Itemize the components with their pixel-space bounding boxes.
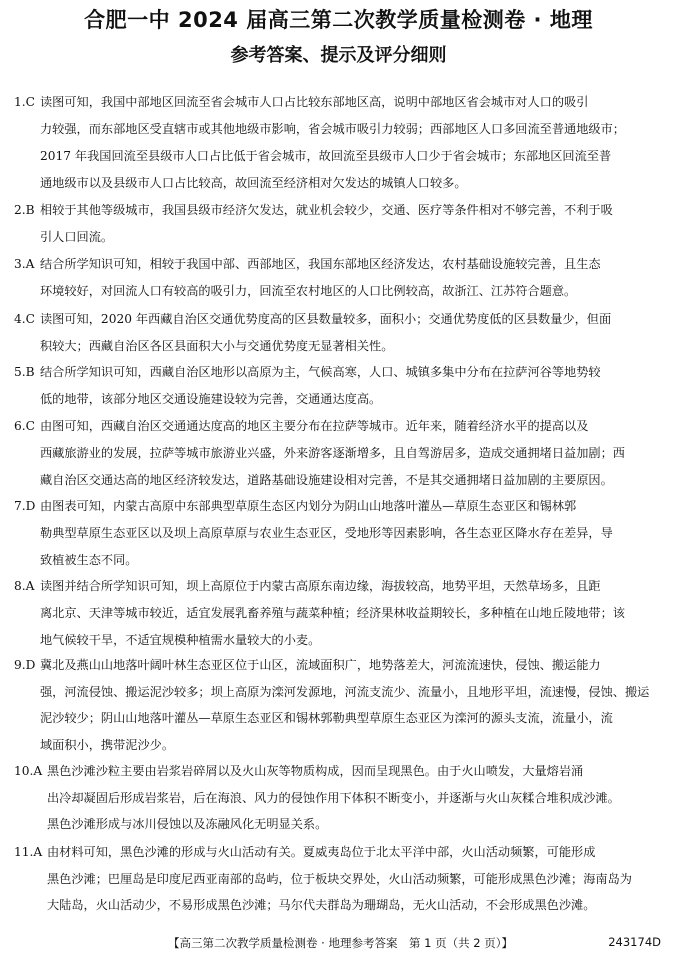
- answer-text: 黑色沙滩沙粒主要由岩浆岩碎屑以及火山灰等物质构成，因而呈现黑色。由于火山喷发，大量熔岩涌: [47, 764, 584, 778]
- answer-number: 3.A: [14, 257, 35, 271]
- answer-number: 7.D: [14, 499, 36, 513]
- answer-text: 读图可知，我国中部地区回流至省会城市人口占比较东部地区高，说明中部地区省会城市对人口的吸引: [40, 95, 589, 109]
- answer-text: 由图表可知，内蒙古高原中东部典型草原生态区内划分为阴山山地落叶灌丛—草原生态亚区和锡林郭: [40, 499, 577, 513]
- answer-text-line: [47, 791, 620, 805]
- answer-text: 读图可知，2020 年西藏自治区交通优势度高的区县数量较多，面积小；交通优势度低的区县数量少，但面: [40, 312, 612, 326]
- answer-first-line: [14, 499, 576, 513]
- answer-first-line: [14, 419, 588, 433]
- answer-text: 藏自治区交通达高的地区经济较发达，道路基础设施建设相对完善，不是其交通拥堵日益加剧的主要原因。: [40, 473, 613, 487]
- answer-text: 引人口回流。: [40, 230, 114, 244]
- document-subtitle: 参考答案、提示及评分细则: [230, 45, 447, 66]
- answer-text: 地气候较干旱，不适宜规模种植需水量较大的小麦。: [40, 633, 321, 647]
- answer-text-line: [40, 284, 576, 298]
- answer-text: 黑色沙滩；巴厘岛是印度尼西亚南部的岛屿，位于板块交界处，火山活动频繁，可能形成黑色沙滩；海南岛为: [47, 871, 632, 886]
- answer-text: 通地级市以及县级市人口占比较高，故回流至经济相对欠发达的城镇人口较多。: [40, 176, 467, 190]
- answer-first-line: [14, 257, 601, 271]
- answer-text: 冀北及燕山山地落叶阔叶林生态亚区位于山区，流域面积广，地势落差大，河流流速快，侵蚀、搬运能力: [40, 658, 601, 672]
- answer-text-line: [40, 392, 381, 406]
- answer-number: 5.B: [14, 365, 35, 379]
- answer-text-line: [40, 738, 174, 752]
- answer-text: 读图并结合所学知识可知，坝上高原位于内蒙古高原东南边缘，海拔较高，地势平坦，天然草场多，且距: [40, 579, 601, 593]
- answer-text-line: [40, 446, 625, 460]
- answer-first-line: [14, 845, 595, 859]
- answer-text: 环境较好，对回流人口有较高的吸引力，回流至农村地区的人口比例较高，故浙江、江苏符合题意。: [40, 284, 577, 298]
- answer-text: 黑色沙滩形成与冰川侵蚀以及冻融风化无明显关系。: [47, 817, 328, 831]
- answer-text: 勒典型草原生态亚区以及坝上高原草原与农业生态亚区，受地形等因素影响，各生态亚区降水存在差异，导: [40, 526, 613, 540]
- answer-number: 9.D: [14, 658, 36, 672]
- answer-text-line: [40, 176, 467, 190]
- answer-text: 结合所学知识可知，西藏自治区地形以高原为主，气候高寒，人口、城镇多集中分布在拉萨河谷等地势较: [40, 365, 601, 379]
- answer-first-line: [14, 312, 611, 326]
- answer-first-line: [14, 579, 601, 593]
- answer-text: 2017 年我国回流至县级市人口占比低于省会城市，故回流至县级市人口少于省会城市；东部地区回流至普: [40, 149, 612, 163]
- answer-text: 西藏旅游业的发展，拉萨等城市旅游业兴盛，外来游客逐渐增多，且自驾游居多，造成交通拥堵日益加剧；西: [40, 446, 625, 460]
- answer-text-line: [47, 898, 595, 912]
- answer-first-line: [14, 764, 583, 778]
- answer-text: 积较大；西藏自治区各区县面积大小与交通优势度无显著相关性。: [40, 339, 394, 353]
- answer-text-line: [40, 473, 613, 487]
- answer-text-line: [40, 526, 613, 540]
- answer-text-line: [40, 553, 138, 567]
- answer-text-line: [40, 685, 649, 699]
- document-title: 合肥一中 2024 届高三第二次教学质量检测卷 · 地理: [84, 8, 593, 32]
- answer-text: 相较于其他等级城市，我国县级市经济欠发达，就业机会较少，交通、医疗等条件相对不够完善，不利于吸: [40, 203, 613, 217]
- answer-text: 由图可知，西藏自治区交通通达度高的地区主要分布在拉萨等城市。近年来，随着经济水平的提高以及: [40, 419, 589, 433]
- answer-first-line: [14, 203, 613, 217]
- answer-number: 4.C: [14, 312, 35, 326]
- answer-number: 11.A: [14, 845, 43, 859]
- answer-text: 力较强，而东部地区受直辖市或其他地级市影响，省会城市吸引力较弱；西部地区人口多回流至普通地级市；: [40, 122, 625, 136]
- answer-text: 强，河流侵蚀、搬运泥沙较多；坝上高原为滦河发源地，河流支流少、流量小，且地形平坦，流速慢，侵蚀、搬运: [40, 684, 650, 699]
- answer-text-line: [40, 633, 320, 647]
- answer-text-line: [40, 122, 625, 136]
- answer-text: 离北京、天津等城市较近，适宜发展乳畜养殖与蔬菜种植；经济果林收益期较长，多种植在山地丘陵地带；该: [40, 606, 625, 620]
- page-footer: 【高三第二次教学质量检测卷 · 地理参考答案 第 1 页（共 2 页）】: [168, 936, 513, 950]
- answer-number: 1.C: [14, 95, 35, 109]
- answer-text: 域面积小，携带泥沙少。: [40, 737, 175, 752]
- answer-text-line: [40, 230, 113, 244]
- answer-number: 6.C: [14, 419, 35, 433]
- answer-text-line: [40, 339, 393, 353]
- answer-text-line: [40, 149, 611, 163]
- answer-text-line: [47, 872, 632, 886]
- answer-first-line: [14, 95, 588, 109]
- answer-text: 大陆岛，火山活动少，不易形成黑色沙滩；马尔代夫群岛为珊瑚岛，无火山活动，不会形成黑色沙滩。: [47, 898, 596, 912]
- answer-text: 出冷却凝固后形成岩浆岩，后在海浪、风力的侵蚀作用下体积不断变小，并逐渐与火山灰糅合堆积成沙滩。: [47, 790, 620, 805]
- answer-text-line: [47, 817, 327, 831]
- document-code: 243174D: [608, 935, 661, 949]
- answer-text-line: [40, 606, 625, 620]
- answer-text: 由材料可知，黑色沙滩的形成与火山活动有关。夏威夷岛位于北太平洋中部，火山活动频繁，可能形成: [47, 845, 596, 859]
- answer-text-line: [40, 711, 613, 725]
- answer-text: 致植被生态不同。: [40, 553, 138, 567]
- answer-first-line: [14, 658, 601, 672]
- answer-first-line: [14, 365, 601, 379]
- answer-number: 8.A: [14, 579, 35, 593]
- answer-number: 10.A: [14, 764, 43, 778]
- answer-text: 低的地带，该部分地区交通设施建设较为完善，交通通达度高。: [40, 392, 382, 406]
- answer-number: 2.B: [14, 203, 35, 217]
- answer-text: 泥沙较少；阴山山地落叶灌丛—草原生态亚区和锡林郭勒典型草原生态亚区为滦河的源头支流，流量小，流: [40, 711, 613, 725]
- answer-text: 结合所学知识可知，相较于我国中部、西部地区，我国东部地区经济发达，农村基础设施较完善，且生态: [40, 257, 601, 271]
